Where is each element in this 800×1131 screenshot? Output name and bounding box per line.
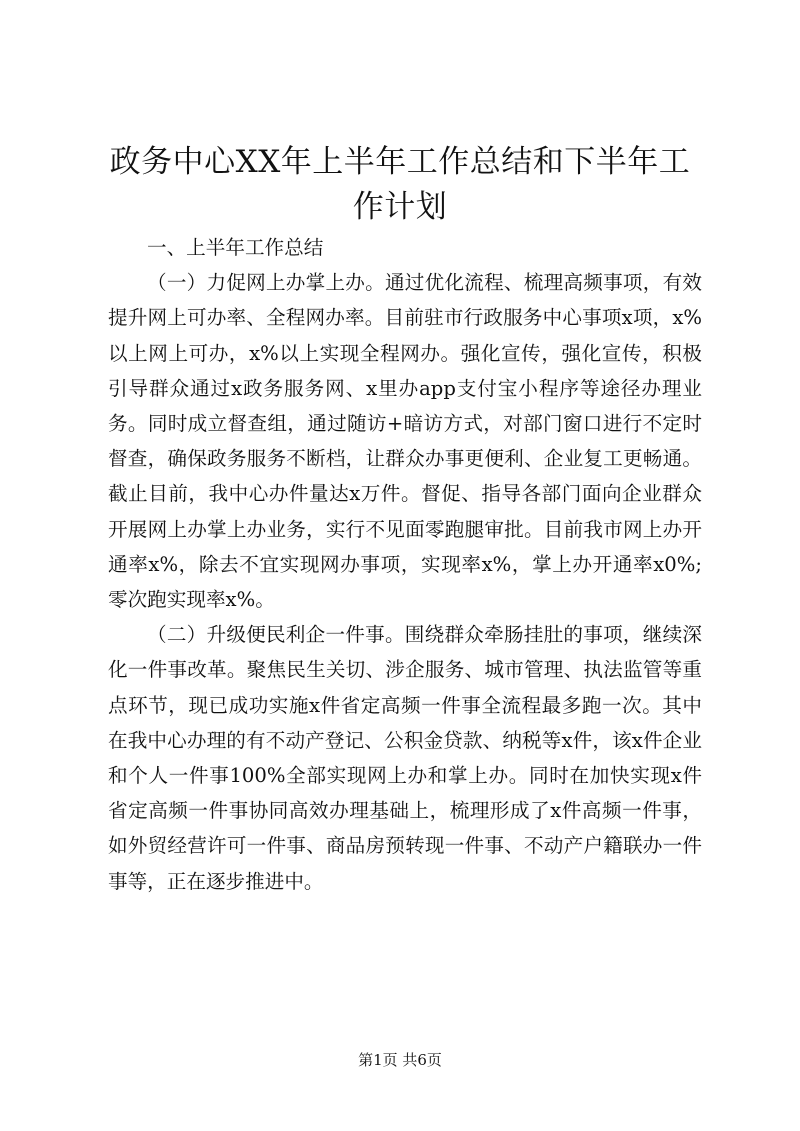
section-heading: 一、上半年工作总结 (147, 236, 324, 259)
document-body (108, 230, 702, 899)
page-footer: 第1页 共6页 (358, 1051, 442, 1069)
paragraph-1: （一）力促网上办掌上办。通过优化流程、梳理高频事项，有效提升网上可办率、全程网办率。目前驻市行政服务中心事项x项，x%以上网上可办，x%以上实现全程网办。强化宣传，强化宣传，积极引导群众通过x政务服务网、x里办app支付宝小程序等途径办理业务。同时成立督查组，通过随访+暗访方式，对部门窗口进行不定时督查，确保政务服务不断档，让群众办事更便利、企业复工更畅通。截止目前，我中心办件量达x万件。督促、指导各部门面向企业群众开展网上办掌上办业务，实行不见面零跑腿审批。目前我市网上办开通率x%，除去不宜实现网办事项，实现率x%，掌上办开通率x0%;零次跑实现率x%。 (108, 271, 702, 612)
paragraph-2: （二）升级便民利企一件事。围绕群众牵肠挂肚的事项，继续深化一件事改革。聚焦民生关切、涉企服务、城市管理、执法监管等重点环节，现已成功实施x件省定高频一件事全流程最多跑一次。其中在我中心办理的有不动产登记、公积金贷款、纳税等x件，该x件企业和个人一件事100%全部实现网上办和掌上办。同时在加快实现x件省定高频一件事协同高效办理基础上，梳理形成了x件高频一件事，如外贸经营许可一件事、商品房预转现一件事、不动产户籍联办一件事等，正在逐步推进中。 (108, 623, 702, 893)
document-title: 政务中心XX年上半年工作总结和下半年工作计划 (109, 144, 691, 225)
